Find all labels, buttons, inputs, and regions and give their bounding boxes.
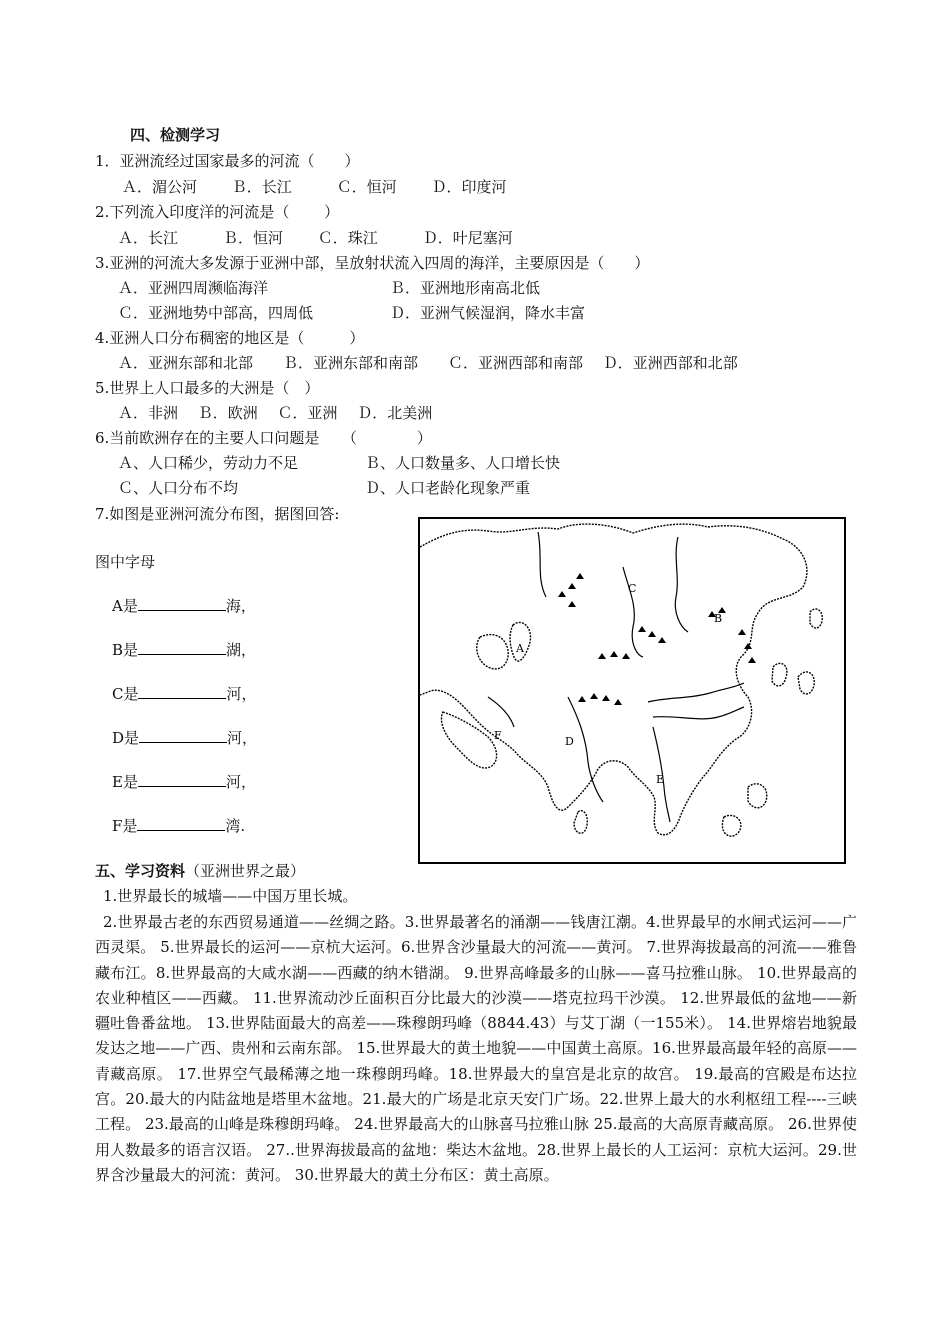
section-5-title: 五、学习资料 xyxy=(95,862,186,880)
q7-blank-b: B是 湖， xyxy=(112,641,257,659)
map-label-a: A xyxy=(516,642,524,655)
map-label-f: F xyxy=(494,729,502,742)
answer-blank[interactable] xyxy=(138,598,226,611)
section-5-subtitle: （亚洲世界之最） xyxy=(185,862,306,880)
q3-option-c: Ｃ．亚洲地势中部高，四周低 xyxy=(118,304,314,322)
q7-blank-f: F是 湾. xyxy=(112,817,246,835)
q6-option-d: Ｄ、人口老龄化现象严重 xyxy=(365,479,531,497)
q4-options: Ａ．亚洲东部和北部 Ｂ．亚洲东部和南部 Ｃ．亚洲西部和南部 Ｄ．亚洲西部和北部 xyxy=(118,354,738,372)
answer-blank[interactable] xyxy=(138,686,226,699)
answer-blank[interactable] xyxy=(137,818,225,831)
answer-blank[interactable] xyxy=(138,774,226,787)
q7-intro: 图中字母 xyxy=(95,553,156,571)
q6-stem: 6.当前欧洲存在的主要人口问题是 （ ） xyxy=(95,429,432,447)
q3-option-d: Ｄ．亚洲气候湿润，降水丰富 xyxy=(390,304,586,322)
q7-blank-e: E是 河， xyxy=(112,773,256,791)
q6-option-b: Ｂ、人口数量多、人口增长快 xyxy=(365,454,561,472)
section-4-title: 四、检测学习 xyxy=(130,126,221,144)
map-label-b: B xyxy=(714,612,723,625)
section-5-header xyxy=(95,860,305,881)
map-label-c: C xyxy=(628,582,637,595)
map-label-e: E xyxy=(656,773,665,786)
fact-1: 1.世界最长的城墙——中国万里长城。 xyxy=(103,887,358,905)
q2-options: Ａ．长江 Ｂ．恒河 Ｃ．珠江 Ｄ．叶尼塞河 xyxy=(118,229,513,247)
q7-stem: 7.如图是亚洲河流分布图，据图回答: xyxy=(95,505,340,523)
map-label-d: D xyxy=(565,735,574,748)
q7-blank-a: A是 海， xyxy=(112,597,256,615)
q3-stem: 3.亚洲的河流大多发源于亚洲中部，呈放射状流入四周的海洋，主要原因是（ ） xyxy=(95,254,650,272)
q6-option-c: Ｃ、人口分布不均 xyxy=(118,479,239,497)
q1-stem: 1．亚洲流经过国家最多的河流（ ） xyxy=(95,152,360,170)
asia-rivers-map xyxy=(418,517,846,864)
q7-blank-d: D是 河， xyxy=(112,729,258,747)
q5-options: Ａ．非洲 Ｂ．欧洲 Ｃ．亚洲 Ｄ．北美洲 xyxy=(118,404,433,422)
facts-body: 2.世界最古老的东西贸易通道——丝绸之路。3.世界最著名的涌潮——钱唐江潮。4.世界最早的水闸式运河——广西灵渠。 5.世界最长的运河——京杭大运河。6.世界含沙量最大的河流——黄河。 7.世界海拔最高的河流——雅鲁藏布江。8.世界最高的大咸水湖——西藏的纳木错湖。 9.世界高峰最多的山脉——喜马拉雅山脉。 10.世界最高的农业种植区——西藏。 11.世界流动沙丘面积百分比最大的沙漠——塔克拉玛干沙漠。 12.世界最低的盆地——新疆吐鲁番盆地。 13.世界陆面最大的高差——珠穆朗玛峰（8844.43）与艾丁湖（一155米）。 14.世界熔岩地貌最发达之地——广西、贵州和云南东部。 15.世界最大的黄土地貌——中国黄土高原。16.世界最高最年轻的高原——青藏高原。 17.世界空气最稀薄之地一珠穆朗玛峰。18.世界最大的皇宫是北京的故宫。 19.最高的宫殿是布达拉宫。20.最大的内陆盆地是塔里木盆地。21.最大的广场是北京天安门广场。22.世界上最大的水利枢纽工程----三峡工程。 23.最高的山峰是珠穆朗玛峰。 24.世界最高大的山脉喜马拉雅山脉 25.最高的大高原青藏高原。 26.世界使用人数最多的语言汉语。 27..世界海拔最高的盆地：柴达木盆地。28.世界上最长的人工运河：京杭大运河。29.世界含沙量最大的河流：黄河。 30.世界最大的黄土分布区：黄土高原。 xyxy=(95,913,857,1184)
q3-option-a: Ａ．亚洲四周濒临海洋 xyxy=(118,279,269,297)
facts-paragraph xyxy=(95,910,857,1188)
q6-option-a: Ａ、人口稀少，劳动力不足 xyxy=(118,454,299,472)
q1-options: Ａ．湄公河 Ｂ．长江 Ｃ．恒河 Ｄ．印度河 xyxy=(122,178,507,196)
answer-blank[interactable] xyxy=(138,642,226,655)
q4-stem: 4.亚洲人口分布稠密的地区是（ ） xyxy=(95,329,365,347)
q2-stem: 2.下列流入印度洋的河流是（ ） xyxy=(95,203,340,221)
map-frame xyxy=(419,518,845,863)
q3-option-b: Ｂ．亚洲地形南高北低 xyxy=(390,279,541,297)
q5-stem: 5.世界上人口最多的大洲是（ ） xyxy=(95,379,320,397)
q7-blank-c: C是 河， xyxy=(112,685,257,703)
answer-blank[interactable] xyxy=(139,730,227,743)
